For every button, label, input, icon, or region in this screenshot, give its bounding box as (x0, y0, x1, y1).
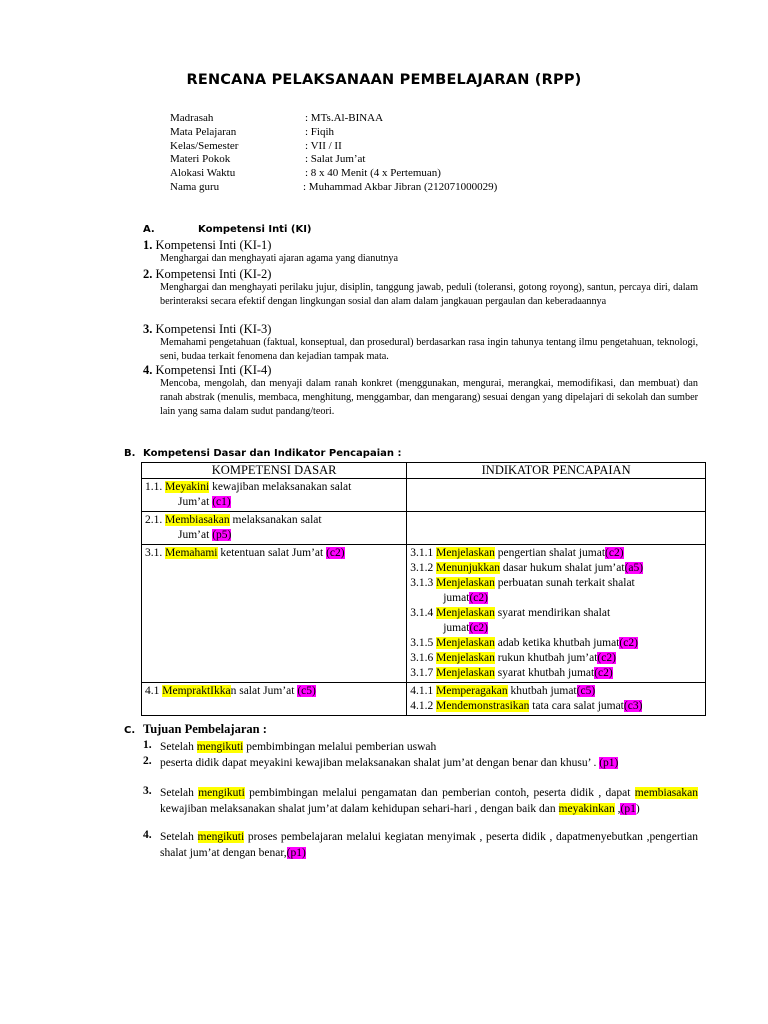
section-c-letter: C. (124, 725, 136, 736)
indicator-code: (c2) (469, 592, 488, 604)
kd-verb: Meyakini (165, 481, 210, 493)
ki-3-heading (143, 322, 271, 337)
kd-cell (142, 545, 407, 683)
section-b-title: Kompetensi Dasar dan Indikator Pencapaian : (143, 448, 402, 459)
tujuan-number: 1. (143, 739, 152, 751)
table-row (142, 683, 706, 716)
ki-1-text: Menghargai dan menghayati ajaran agama yang dianutnya (160, 253, 398, 264)
kd-number: 1.1. (145, 481, 166, 493)
tujuan-text: proses pembelajaran melalui kegiatan menyimak , peserta didik , dapatmenyebutkan ,pengertian shalat jum’at dengan benar, (160, 831, 698, 859)
indicator-verb: Menjelaskan (436, 607, 495, 619)
tujuan-code: (p1 (620, 803, 636, 815)
ki-2-text: Menghargai dan menghayati perilaku jujur, disiplin, tanggung jawab, peduli (toleransi, gotong royong), santun, percaya diri, dalam berinteraksi secara efektif dengan lingkungan sosial dan alam dalam jangkauan pergaulan dan keberadaannya (160, 282, 698, 307)
table-row (142, 545, 706, 683)
indicator-verb: Menunjukkan (436, 562, 500, 574)
indicator-item (410, 636, 702, 651)
section-a-title: Kompetensi Inti (KI) (198, 224, 312, 235)
indicator-text: pengertian shalat jumat (494, 547, 606, 559)
tujuan-text: pembimbingan melalui pengamatan dan pemberian contoh, peserta didik , dapat (244, 787, 635, 799)
kd-code: (c5) (297, 685, 316, 697)
indicator-verb: Menjelaskan (436, 577, 495, 589)
section-c-title: Tujuan Pembelajaran : (143, 722, 267, 736)
tujuan-text: kewajiban melaksanakan shalat jum’at dalam kehidupan sehari-hari , dengan baik dan (160, 803, 559, 815)
ki-title: Kompetensi Inti (KI-4) (155, 363, 272, 377)
indicator-cell (407, 512, 706, 545)
tujuan-text: peserta didik dapat meyakini kewajiban melaksanakan shalat jum’at dengan benar dan khusu’ . (160, 757, 600, 769)
indicator-number: 4.1.1 (410, 685, 437, 697)
info-value: : 8 x 40 Menit (4 x Pertemuan) (305, 167, 441, 179)
table-row (142, 479, 706, 512)
kompetensi-table (141, 462, 706, 716)
table-header-row (142, 463, 706, 479)
tujuan-code: (p1) (286, 847, 306, 859)
column-header: KOMPETENSI DASAR (142, 463, 407, 479)
info-label: Materi Pokok (170, 153, 231, 165)
ki-4-text: Mencoba, mengolah, dan menyaji dalam ranah konkret (menggunakan, mengurai, merangkai, memodifikasi, dan membuat) dan ranah abstrak (menulis, membaca, menghitung, menggambar, dan mengarang) sesuai dengan yang dipelajari di sekolah dan sumber lain yang sama dalam sudut pandang/teori. (160, 378, 698, 417)
tujuan-1 (160, 739, 698, 755)
info-value: : Muhammad Akbar Jibran (212071000029) (303, 181, 498, 193)
kd-code: (p5) (212, 529, 232, 541)
kd-text: ketentuan salat Jum’at (217, 547, 327, 559)
indicator-cell (407, 683, 706, 716)
info-label: Nama guru (170, 181, 220, 193)
kd-code: (c1) (212, 496, 231, 508)
tujuan-verb: mengikuti (198, 787, 245, 799)
indicator-item (410, 561, 702, 576)
tujuan-text: pembimbingan melalui pemberian uswah (243, 741, 437, 753)
indicator-code: (a5) (624, 562, 644, 574)
tujuan-verb: meyakinkan (558, 803, 615, 815)
info-value: : Salat Jum’at (305, 153, 366, 165)
info-label: Alokasi Waktu (170, 167, 236, 179)
kd-text: n salat Jum’at (230, 685, 298, 697)
ki-2-heading (143, 267, 271, 282)
indicator-text: rukun khutbah jum’at (494, 652, 598, 664)
kd-cell (142, 512, 407, 545)
ki-number: 4. (143, 363, 153, 377)
indicator-text: jumat (443, 622, 470, 634)
indicator-verb: Menjelaskan (436, 547, 495, 559)
info-label: Mata Pelajaran (170, 126, 237, 138)
indicator-text: jumat (443, 592, 470, 604)
tujuan-verb: membiasakan (634, 787, 698, 799)
indicator-verb: Menjelaskan (436, 667, 495, 679)
indicator-code: (c2) (469, 622, 488, 634)
indicator-number: 3.1.6 (410, 652, 437, 664)
indicator-text: tata cara salat jumat (529, 700, 624, 712)
kd-text: kewajiban melaksanakan salat (209, 481, 352, 493)
indicator-verb: Memperagakan (436, 685, 508, 697)
indicator-text: dasar hukum shalat jum’at (500, 562, 625, 574)
ki-1-heading (143, 238, 271, 253)
tujuan-verb: mengikuti (197, 831, 245, 843)
indicator-code: (c3) (623, 700, 643, 712)
indicator-item (410, 699, 702, 714)
kd-continuation (145, 495, 403, 510)
indicator-text: khutbah jumat (507, 685, 577, 697)
kd-verb: Memahami (165, 547, 218, 559)
indicator-item (410, 684, 702, 699)
indicator-verb: Mendemonstrasikan (436, 700, 530, 712)
indicator-text: syarat khutbah jumat (494, 667, 595, 679)
indicator-number: 3.1.4 (410, 607, 437, 619)
indicator-cell (407, 545, 706, 683)
kd-verb: Membiasakan (165, 514, 230, 526)
ki-title: Kompetensi Inti (KI-3) (155, 322, 272, 336)
kd-cell (142, 683, 407, 716)
ki-4-heading (143, 363, 271, 378)
indicator-verb: Menjelaskan (436, 652, 495, 664)
indicator-continuation (410, 621, 702, 636)
indicator-text: perbuatan sunah terkait shalat (494, 577, 635, 589)
indicator-code: (c2) (619, 637, 638, 649)
indicator-number: 4.1.2 (410, 700, 437, 712)
indicator-item (410, 666, 702, 681)
indicator-number: 3.1.7 (410, 667, 437, 679)
indicator-number: 3.1.2 (410, 562, 437, 574)
tujuan-code: (p1) (599, 757, 619, 769)
tujuan-number: 4. (143, 829, 152, 841)
tujuan-text: Setelah (160, 831, 198, 843)
ki-title: Kompetensi Inti (KI-1) (155, 238, 272, 252)
tujuan-text: Setelah (160, 787, 199, 799)
tujuan-number: 3. (143, 785, 152, 797)
tujuan-3 (160, 785, 698, 817)
ki-number: 2. (143, 267, 153, 281)
ki-number: 3. (143, 322, 153, 336)
kd-code: (c2) (326, 547, 345, 559)
kd-number: 4.1 (145, 685, 163, 697)
indicator-code: (c2) (594, 667, 613, 679)
tujuan-text: , (614, 803, 621, 815)
kd-continuation (145, 528, 403, 543)
indicator-item (410, 546, 702, 561)
ki-3-text: Memahami pengetahuan (faktual, konseptual, dan prosedural) berdasarkan rasa ingin tahunya tentang ilmu pengetahuan, teknologi, seni, budaa terkait fenomena dan kejadian tampak mata. (160, 337, 698, 362)
section-b-letter: B. (124, 448, 136, 459)
indicator-text: adab ketika khutbah jumat (494, 637, 620, 649)
indicator-continuation (410, 591, 702, 606)
tujuan-2 (160, 755, 698, 771)
info-value: : Fiqih (305, 126, 335, 138)
kd-number: 3.1. (145, 547, 166, 559)
indicator-item (410, 606, 702, 621)
section-a-letter: A. (143, 224, 155, 235)
tujuan-4 (160, 829, 698, 861)
indicator-code: (c2) (597, 652, 616, 664)
kd-text: Jum’at (178, 496, 213, 508)
indicator-item (410, 651, 702, 666)
table-row (142, 512, 706, 545)
indicator-number: 3.1.5 (410, 637, 437, 649)
ki-title: Kompetensi Inti (KI-2) (155, 267, 272, 281)
column-header: INDIKATOR PENCAPAIAN (407, 463, 706, 479)
info-label: Madrasah (170, 112, 214, 124)
ki-number: 1. (143, 238, 153, 252)
kd-verb: MempraktIkka (162, 685, 231, 697)
kd-text: melaksanakan salat (229, 514, 322, 526)
indicator-code: (c2) (605, 547, 624, 559)
info-label: Kelas/Semester (170, 140, 239, 152)
indicator-item (410, 576, 702, 591)
indicator-verb: Menjelaskan (436, 637, 495, 649)
info-value: : VII / II (305, 140, 342, 152)
tujuan-verb: mengikuti (196, 741, 244, 753)
indicator-number: 3.1.3 (410, 577, 437, 589)
kd-cell (142, 479, 407, 512)
indicator-text: syarat mendirikan shalat (494, 607, 611, 619)
indicator-number: 3.1.1 (410, 547, 437, 559)
indicator-cell (407, 479, 706, 512)
page-title: RENCANA PELAKSANAAN PEMBELAJARAN (RPP) (186, 72, 582, 88)
kd-number: 2.1. (145, 514, 166, 526)
kd-text: Jum’at (178, 529, 213, 541)
tujuan-text: ) (635, 803, 640, 815)
indicator-code: (c5) (576, 685, 596, 697)
info-value: : MTs.Al-BINAA (305, 112, 384, 124)
tujuan-text: Setelah (160, 741, 197, 753)
tujuan-number: 2. (143, 755, 152, 767)
